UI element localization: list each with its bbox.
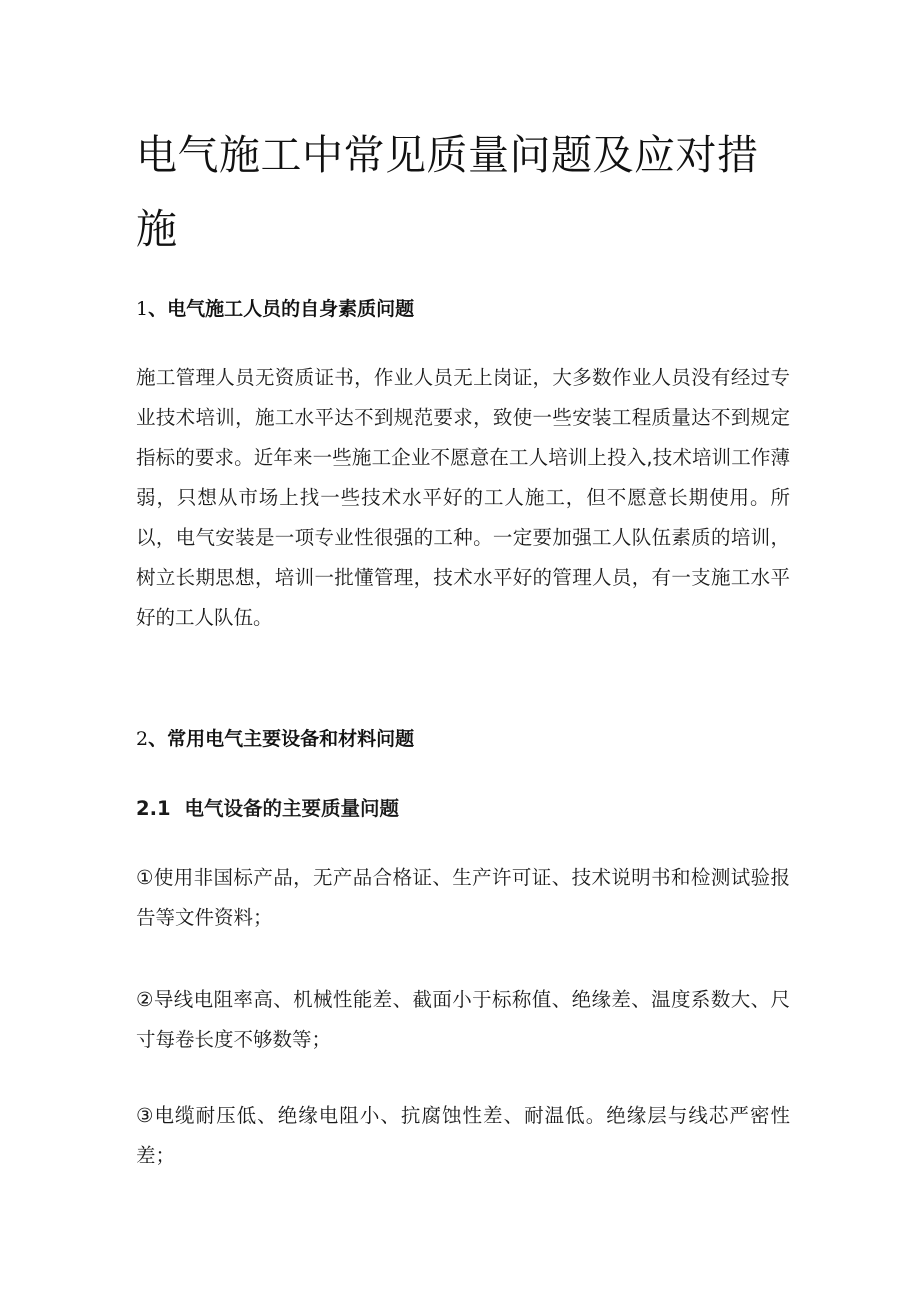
- section-paragraph-1: 施工管理人员无资质证书，作业人员无上岗证，大多数作业人员没有经过专业技术培训，施工水平达不到规范要求，致使一些安装工程质量达不到规定指标的要求。近年来一些施工企业不愿意在工人培训上投入,技术培训工作薄弱，只想从市场上找一些技术水平好的工人施工，但不愿意长期使用。所以，电气安装是一项专业性很强的工种。一定要加强工人队伍素质的培训，树立长期思想，培训一批懂管理，技术水平好的管理人员，有一支施工水平好的工人队伍。: [136, 366, 790, 629]
- section-heading-text-2: 、常用电气主要设备和材料问题: [148, 728, 415, 750]
- subsection-heading-text: 电气设备的主要质量问题: [184, 797, 400, 820]
- section-heading-2: [136, 724, 414, 754]
- section-number-1: 1: [136, 298, 149, 320]
- section-number-2: 2: [136, 728, 149, 750]
- document-title: 电气施工中常见质量问题及应对措施: [136, 131, 759, 253]
- list-item-3: ③电缆耐压低、绝缘电阻小、抗腐蚀性差、耐温低。绝缘层与线芯严密性差；: [136, 1104, 790, 1167]
- list-item-1: ①使用非国标产品，无产品合格证、生产许可证、技术说明书和检测试验报告等文件资料；: [136, 866, 790, 929]
- subsection-heading-2-1: [136, 794, 399, 824]
- subsection-number: 2.1: [136, 797, 171, 820]
- section-heading-text-1: 、电气施工人员的自身素质问题: [148, 298, 415, 320]
- list-item-2: ②导线电阻率高、机械性能差、截面小于标称值、绝缘差、温度系数大、尺寸每卷长度不够数等；: [136, 988, 790, 1051]
- section-heading-1: [136, 294, 414, 324]
